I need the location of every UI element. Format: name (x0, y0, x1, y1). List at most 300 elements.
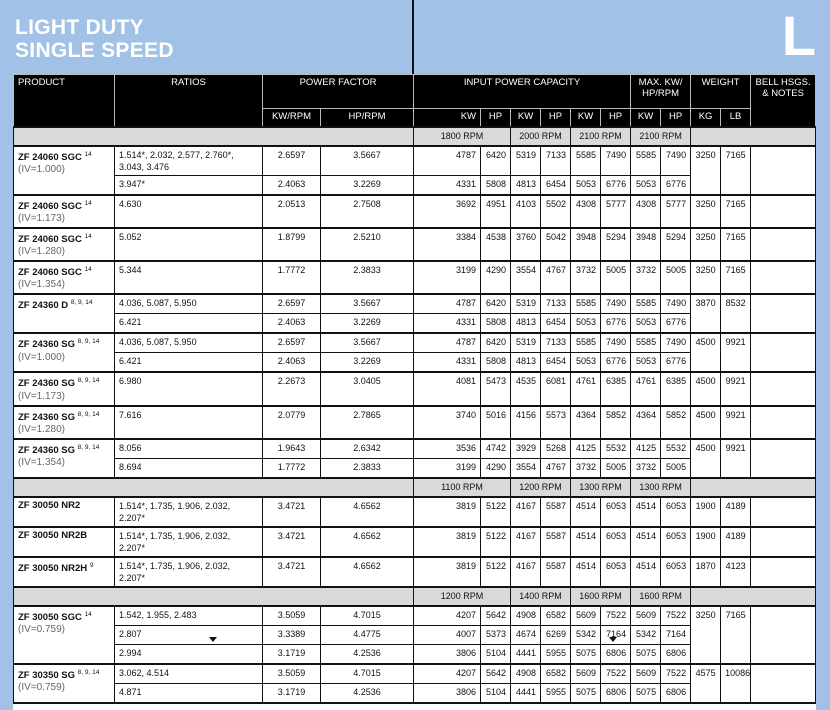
product-name: ZF 24060 SGC (18, 152, 82, 164)
capacity-cell: 6053 (601, 497, 631, 527)
capacity-cell: 4787 (414, 146, 481, 176)
max-capacity-cell: 6053 (661, 497, 691, 527)
rpm-label: 1300 RPM (631, 478, 691, 497)
capacity-cell: 5319 (511, 146, 541, 176)
ratios-cell: 4.630 (115, 195, 263, 228)
capacity-cell: 5319 (511, 333, 541, 353)
max-capacity-cell: 5053 (631, 314, 661, 334)
kw-rpm-cell: 3.4721 (263, 557, 321, 587)
weight-kg-cell: 1870 (691, 557, 721, 587)
weight-kg-cell: 3250 (691, 606, 721, 664)
capacity-cell: 3740 (414, 406, 481, 439)
capacity-cell: 5777 (601, 195, 631, 228)
hp-rpm-cell: 3.5667 (321, 333, 414, 353)
footnote-ref: 14 (84, 200, 92, 207)
product-name: ZF 24060 SGC (18, 234, 82, 246)
col-header-max-hp: HP (661, 109, 691, 128)
col-header-hp: HP (541, 109, 571, 128)
product-name: ZF 24360 SG (18, 378, 76, 390)
col-header-bell-notes: BELL HSGS. & NOTES (751, 75, 816, 128)
table-row (14, 333, 816, 353)
ratios-cell: 2.994 (115, 644, 263, 664)
max-capacity-cell: 6053 (661, 557, 691, 587)
capacity-cell: 3692 (414, 195, 481, 228)
weight-kg-cell: 3250 (691, 146, 721, 195)
capacity-cell: 5294 (601, 228, 631, 261)
capacity-cell: 5642 (481, 606, 511, 626)
product-name: ZF 24060 SGC (18, 267, 82, 279)
capacity-cell: 4813 (511, 176, 541, 196)
product-name: ZF 24360 SG (18, 411, 76, 423)
capacity-cell: 5955 (541, 683, 571, 703)
capacity-cell: 4167 (511, 557, 541, 587)
capacity-cell: 5587 (541, 497, 571, 527)
rpm-label: 1600 RPM (571, 587, 631, 606)
ratios-cell: 1.514*, 2.032, 2.577, 2.760*, 3.043, 3.476 (115, 146, 263, 176)
max-capacity-cell: 6806 (661, 644, 691, 664)
capacity-cell: 4787 (414, 294, 481, 314)
rpm-band-spacer (691, 478, 816, 497)
ratios-cell: 6.421 (115, 353, 263, 373)
weight-lb-cell: 7165 (721, 261, 751, 294)
weight-lb-cell: 4189 (721, 527, 751, 557)
ratios-cell: 8.056 (115, 439, 263, 459)
weight-lb-cell: 7165 (721, 195, 751, 228)
continue-arrow-icon (609, 637, 617, 642)
capacity-cell: 5473 (481, 372, 511, 405)
ratios-cell: 5.344 (115, 261, 263, 294)
capacity-cell: 6269 (541, 625, 571, 644)
capacity-cell: 6776 (601, 353, 631, 373)
max-capacity-cell: 3948 (631, 228, 661, 261)
bell-notes-cell (751, 497, 816, 527)
table-row (14, 294, 816, 314)
capacity-cell: 4908 (511, 664, 541, 684)
col-header-kw: KW (571, 109, 601, 128)
max-capacity-cell: 4125 (631, 439, 661, 459)
capacity-cell: 4787 (414, 333, 481, 353)
kw-rpm-cell: 2.4063 (263, 353, 321, 373)
max-capacity-cell: 6385 (661, 372, 691, 405)
weight-lb-cell: 7165 (721, 228, 751, 261)
hp-rpm-cell: 2.5210 (321, 228, 414, 261)
page-title (15, 16, 174, 62)
product-cell (14, 439, 115, 478)
gearbox-spec-table (13, 74, 816, 710)
ratios-cell: 1.542, 1.955, 2.483 (115, 606, 263, 626)
capacity-cell: 5573 (541, 406, 571, 439)
capacity-cell: 6454 (541, 314, 571, 334)
capacity-cell: 6053 (601, 527, 631, 557)
capacity-cell: 4441 (511, 644, 541, 664)
continuation-spacer (14, 703, 816, 710)
capacity-cell: 4207 (414, 606, 481, 626)
kw-rpm-cell: 3.4721 (263, 527, 321, 557)
capacity-cell: 5587 (541, 557, 571, 587)
product-cell (14, 261, 115, 294)
ratios-cell: 3.062, 4.514 (115, 664, 263, 684)
bell-notes-cell (751, 294, 816, 333)
weight-lb-cell: 9921 (721, 406, 751, 439)
product-cell (14, 228, 115, 261)
product-cell (14, 606, 115, 664)
rpm-label: 1400 RPM (511, 587, 571, 606)
capacity-cell: 5502 (541, 195, 571, 228)
max-capacity-cell: 5053 (631, 353, 661, 373)
bell-notes-cell (751, 195, 816, 228)
table-row (14, 527, 816, 557)
max-capacity-cell: 7490 (661, 333, 691, 353)
hp-rpm-cell: 3.2269 (321, 314, 414, 334)
capacity-cell: 5587 (541, 527, 571, 557)
capacity-cell: 4514 (571, 497, 601, 527)
capacity-cell: 7522 (601, 664, 631, 684)
hp-rpm-cell: 4.2536 (321, 683, 414, 703)
capacity-cell: 6420 (481, 294, 511, 314)
hp-rpm-cell: 4.2536 (321, 644, 414, 664)
col-header-input-power-capacity: INPUT POWER CAPACITY (414, 75, 631, 109)
capacity-cell: 3199 (414, 261, 481, 294)
weight-kg-cell: 4500 (691, 439, 721, 478)
rpm-label: 1100 RPM (414, 478, 511, 497)
weight-lb-cell: 9921 (721, 372, 751, 405)
capacity-cell: 5053 (571, 176, 601, 196)
capacity-cell: 5104 (481, 683, 511, 703)
capacity-cell: 3760 (511, 228, 541, 261)
footnote-ref: 8, 9, 14 (77, 443, 100, 451)
capacity-cell: 3384 (414, 228, 481, 261)
hp-rpm-cell: 2.3833 (321, 458, 414, 478)
capacity-cell: 6806 (601, 644, 631, 664)
weight-lb-cell: 7165 (721, 606, 751, 664)
capacity-cell: 4103 (511, 195, 541, 228)
ratios-cell: 4.036, 5.087, 5.950 (115, 294, 263, 314)
max-capacity-cell: 7522 (661, 606, 691, 626)
capacity-cell: 3806 (414, 683, 481, 703)
max-capacity-cell: 4364 (631, 406, 661, 439)
col-header-hp-rpm: HP/RPM (321, 109, 414, 128)
capacity-cell: 5852 (601, 406, 631, 439)
capacity-cell: 4674 (511, 625, 541, 644)
max-capacity-cell: 4514 (631, 557, 661, 587)
kw-rpm-cell: 3.5059 (263, 606, 321, 626)
capacity-cell: 4125 (571, 439, 601, 459)
capacity-cell: 5532 (601, 439, 631, 459)
col-header-kw: KW (511, 109, 541, 128)
footnote-ref: 8, 9, 14 (77, 377, 100, 385)
product-name: ZF 30050 NR2B (18, 529, 88, 541)
weight-lb-cell: 9921 (721, 439, 751, 478)
capacity-cell: 5122 (481, 497, 511, 527)
table-row (14, 146, 816, 176)
capacity-cell: 6806 (601, 683, 631, 703)
capacity-cell: 3554 (511, 261, 541, 294)
bell-notes-cell (751, 146, 816, 195)
max-capacity-cell: 4514 (631, 497, 661, 527)
capacity-cell: 7490 (601, 333, 631, 353)
product-name: ZF 30050 NR2H (18, 562, 88, 574)
capacity-cell: 6420 (481, 333, 511, 353)
capacity-cell: 5609 (571, 664, 601, 684)
footnote-ref: 14 (84, 233, 92, 241)
weight-kg-cell: 1900 (691, 497, 721, 527)
col-header-weight: WEIGHT (691, 75, 751, 109)
input-ratio-iv: (IV=1.173) (18, 213, 65, 225)
ratios-cell: 6.980 (115, 372, 263, 405)
capacity-cell: 4156 (511, 406, 541, 439)
weight-kg-cell: 1900 (691, 527, 721, 557)
hp-rpm-cell: 2.7508 (321, 195, 414, 228)
rpm-label: 2100 RPM (631, 127, 691, 146)
capacity-cell: 5808 (481, 353, 511, 373)
col-header-ratios: RATIOS (115, 75, 263, 128)
capacity-cell: 4167 (511, 497, 541, 527)
max-capacity-cell: 5777 (661, 195, 691, 228)
capacity-cell: 5585 (571, 146, 601, 176)
max-capacity-cell: 3732 (631, 458, 661, 478)
input-ratio-iv: (IV=0.759) (18, 681, 65, 693)
ratios-cell: 8.694 (115, 458, 263, 478)
capacity-cell: 4761 (571, 372, 601, 405)
hp-rpm-cell: 3.2269 (321, 353, 414, 373)
capacity-cell: 5808 (481, 314, 511, 334)
table-header (14, 75, 816, 128)
capacity-cell: 4290 (481, 261, 511, 294)
hp-rpm-cell: 4.6562 (321, 527, 414, 557)
capacity-cell: 4951 (481, 195, 511, 228)
weight-kg-cell: 4575 (691, 664, 721, 703)
max-capacity-cell: 5342 (631, 625, 661, 644)
max-capacity-cell: 5075 (631, 644, 661, 664)
product-cell (14, 372, 115, 405)
hp-rpm-cell: 3.5667 (321, 146, 414, 176)
max-capacity-cell: 6776 (661, 314, 691, 334)
capacity-cell: 4331 (414, 353, 481, 373)
rpm-label: 2100 RPM (571, 127, 631, 146)
ratios-cell: 1.514*, 1.735, 1.906, 2.032, 2.207* (115, 527, 263, 557)
weight-kg-cell: 4500 (691, 406, 721, 439)
input-ratio-iv: (IV=1.354) (18, 456, 65, 468)
rpm-label: 1600 RPM (631, 587, 691, 606)
capacity-cell: 3819 (414, 497, 481, 527)
bell-notes-cell (751, 372, 816, 405)
table-continuation-row (14, 703, 816, 710)
footnote-ref: 8, 9, 14 (77, 338, 100, 346)
product-cell (14, 497, 115, 527)
capacity-cell: 7164 (601, 625, 631, 644)
max-capacity-cell: 6806 (661, 683, 691, 703)
table-row (14, 439, 816, 459)
capacity-cell: 4290 (481, 458, 511, 478)
weight-lb-cell: 8532 (721, 294, 751, 333)
bell-notes-cell (751, 333, 816, 372)
capacity-cell: 5585 (571, 333, 601, 353)
capacity-cell: 4081 (414, 372, 481, 405)
capacity-cell: 5319 (511, 294, 541, 314)
capacity-cell: 4767 (541, 261, 571, 294)
capacity-cell: 3199 (414, 458, 481, 478)
product-cell (14, 294, 115, 333)
max-capacity-cell: 4308 (631, 195, 661, 228)
ratios-cell: 4.036, 5.087, 5.950 (115, 333, 263, 353)
capacity-cell: 3806 (414, 644, 481, 664)
capacity-cell: 5016 (481, 406, 511, 439)
capacity-cell: 4167 (511, 527, 541, 557)
rpm-band-spacer (691, 587, 816, 606)
capacity-cell: 5585 (571, 294, 601, 314)
capacity-cell: 4331 (414, 176, 481, 196)
kw-rpm-cell: 1.7772 (263, 261, 321, 294)
product-cell (14, 557, 115, 587)
max-capacity-cell: 7522 (661, 664, 691, 684)
capacity-cell: 5342 (571, 625, 601, 644)
kw-rpm-cell: 3.1719 (263, 683, 321, 703)
table-row (14, 228, 816, 261)
footnote-ref: 14 (84, 151, 92, 158)
capacity-cell: 5122 (481, 527, 511, 557)
hp-rpm-cell: 4.6562 (321, 497, 414, 527)
ratios-cell: 3.947* (115, 176, 263, 196)
capacity-cell: 4538 (481, 228, 511, 261)
table-row (14, 557, 816, 587)
weight-kg-cell: 3250 (691, 195, 721, 228)
capacity-cell: 5268 (541, 439, 571, 459)
capacity-cell: 4908 (511, 606, 541, 626)
capacity-cell: 6776 (601, 314, 631, 334)
footnote-ref: 14 (84, 266, 92, 274)
capacity-cell: 6454 (541, 353, 571, 373)
weight-lb-cell: 7165 (721, 146, 751, 195)
product-cell (14, 406, 115, 439)
max-capacity-cell: 3732 (631, 261, 661, 294)
product-cell (14, 333, 115, 372)
capacity-cell: 5609 (571, 606, 601, 626)
kw-rpm-cell: 2.6597 (263, 146, 321, 176)
input-ratio-iv: (IV=1.000) (18, 164, 65, 176)
input-ratio-iv: (IV=1.280) (18, 423, 65, 435)
capacity-cell: 6776 (601, 176, 631, 196)
weight-lb-cell: 10086 (721, 664, 751, 703)
section-letter: L (781, 4, 816, 67)
capacity-cell: 5104 (481, 644, 511, 664)
table-row (14, 497, 816, 527)
hp-rpm-cell: 3.5667 (321, 294, 414, 314)
capacity-cell: 4308 (571, 195, 601, 228)
ratios-cell: 6.421 (115, 314, 263, 334)
bell-notes-cell (751, 406, 816, 439)
capacity-cell: 6385 (601, 372, 631, 405)
max-capacity-cell: 6776 (661, 176, 691, 196)
capacity-cell: 4514 (571, 527, 601, 557)
capacity-cell: 4207 (414, 664, 481, 684)
hp-rpm-cell: 2.7865 (321, 406, 414, 439)
col-header-kw-rpm: KW/RPM (263, 109, 321, 128)
bell-notes-cell (751, 557, 816, 587)
capacity-cell: 7133 (541, 294, 571, 314)
capacity-cell: 7133 (541, 146, 571, 176)
col-header-max-kw-hp-rpm: MAX. KW/ HP/RPM (631, 75, 691, 109)
max-capacity-cell: 5585 (631, 294, 661, 314)
product-cell (14, 664, 115, 703)
table-row (14, 195, 816, 228)
max-capacity-cell: 5609 (631, 606, 661, 626)
bell-notes-cell (751, 664, 816, 703)
product-cell (14, 146, 115, 195)
product-cell (14, 527, 115, 557)
max-capacity-cell: 5075 (631, 683, 661, 703)
input-ratio-iv: (IV=1.354) (18, 279, 65, 291)
hp-rpm-cell: 3.2269 (321, 176, 414, 196)
max-capacity-cell: 4761 (631, 372, 661, 405)
product-name: ZF 24060 SGC (18, 201, 82, 213)
col-header-product: PRODUCT (14, 75, 115, 128)
capacity-cell: 6582 (541, 664, 571, 684)
capacity-cell: 7133 (541, 333, 571, 353)
bell-notes-cell (751, 527, 816, 557)
capacity-cell: 3554 (511, 458, 541, 478)
ratios-cell: 1.514*, 1.735, 1.906, 2.032, 2.207* (115, 497, 263, 527)
input-ratio-iv: (IV=1.173) (18, 390, 65, 402)
rpm-label: 1300 RPM (571, 478, 631, 497)
table-body (14, 127, 816, 710)
ratios-cell: 4.871 (115, 683, 263, 703)
col-header-kw: KW (414, 109, 481, 128)
footnote-ref: 14 (84, 610, 92, 618)
max-capacity-cell: 6053 (661, 527, 691, 557)
product-name: ZF 30350 SG (18, 669, 76, 681)
table-row (14, 261, 816, 294)
rpm-band-row (14, 478, 816, 497)
hp-rpm-cell: 3.0405 (321, 372, 414, 405)
max-capacity-cell: 5852 (661, 406, 691, 439)
max-capacity-cell: 6776 (661, 353, 691, 373)
capacity-cell: 7522 (601, 606, 631, 626)
rpm-band-spacer (14, 478, 414, 497)
weight-lb-cell: 4189 (721, 497, 751, 527)
capacity-cell: 5075 (571, 644, 601, 664)
capacity-cell: 5053 (571, 314, 601, 334)
capacity-cell: 5642 (481, 664, 511, 684)
capacity-cell: 5005 (601, 261, 631, 294)
product-name: ZF 24360 D (18, 300, 69, 312)
weight-kg-cell: 4500 (691, 372, 721, 405)
bell-notes-cell (751, 439, 816, 478)
ratios-cell: 7.616 (115, 406, 263, 439)
hp-rpm-cell: 2.3833 (321, 261, 414, 294)
title-line-1: LIGHT DUTY (15, 16, 144, 39)
product-name: ZF 30050 NR2 (18, 499, 81, 511)
capacity-cell: 7490 (601, 146, 631, 176)
max-capacity-cell: 7490 (661, 146, 691, 176)
ratios-cell: 5.052 (115, 228, 263, 261)
capacity-cell: 6420 (481, 146, 511, 176)
capacity-cell: 3732 (571, 458, 601, 478)
product-name: ZF 24360 SG (18, 339, 76, 351)
weight-kg-cell: 3250 (691, 228, 721, 261)
capacity-cell: 6081 (541, 372, 571, 405)
capacity-cell: 4331 (414, 314, 481, 334)
hp-rpm-cell: 4.4775 (321, 625, 414, 644)
col-header-power-factor: POWER FACTOR (263, 75, 414, 109)
max-capacity-cell: 5053 (631, 176, 661, 196)
table-row (14, 664, 816, 684)
bell-notes-cell (751, 261, 816, 294)
kw-rpm-cell: 2.0779 (263, 406, 321, 439)
capacity-cell: 4813 (511, 353, 541, 373)
table-row (14, 372, 816, 405)
weight-kg-cell: 3870 (691, 294, 721, 333)
table-row (14, 406, 816, 439)
